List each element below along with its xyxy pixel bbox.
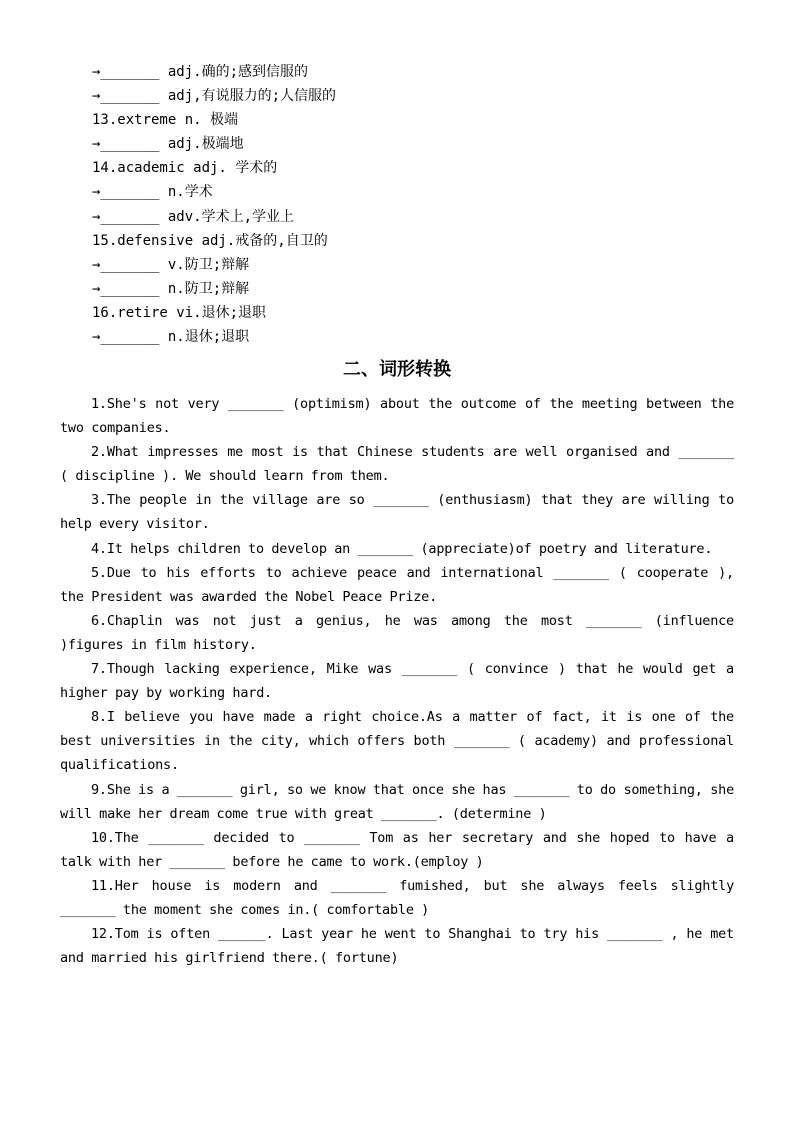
exercise-item: 4.It helps children to develop an _______ (appreciate)of poetry and literature. <box>91 540 713 557</box>
vocab-line: →_______ n.退休;退职 <box>92 329 250 346</box>
vocab-line: →_______ n.防卫;辩解 <box>92 280 250 297</box>
exercise-item: 10.The _______ decided to _______ Tom as her secretary and she hoped to have a talk with her _______ before he came to work.(employ ) <box>60 829 734 870</box>
vocab-line: →_______ adj.极端地 <box>92 136 244 153</box>
exercise-list <box>60 392 734 970</box>
vocab-line: →_______ n.学术 <box>92 184 213 201</box>
vocab-line: 15.defensive adj.戒备的,自卫的 <box>92 232 328 249</box>
exercise-item: 7.Though lacking experience, Mike was _______ ( convince ) that he would get a higher pay by working hard. <box>60 661 734 702</box>
exercise-item: 5.Due to his efforts to achieve peace and international _______ ( cooperate ), the President was awarded the Nobel Peace Prize. <box>60 564 734 605</box>
exercise-item: 3.The people in the village are so _______ (enthusiasm) that they are willing to help every visitor. <box>60 492 734 533</box>
vocab-line: 13.extreme n. 极端 <box>92 112 239 129</box>
exercise-item: 9.She is a _______ girl, so we know that once she has _______ to do something, she will make her dream come true with great _______. (determine ) <box>60 781 734 822</box>
exercise-item: 8.I believe you have made a right choice.As a matter of fact, it is one of the best universities in the city, which offers both _______ ( academy) and professional qualifications. <box>60 709 734 774</box>
exercise-item: 2.What impresses me most is that Chinese students are well organised and _______ ( discipline ). We should learn from them. <box>60 444 734 485</box>
vocab-line: →_______ v.防卫;辩解 <box>92 256 250 273</box>
vocab-line: →_______ adj.确的;感到信服的 <box>92 64 309 80</box>
section-title: 二、词形转换 <box>343 359 451 380</box>
exercise-item: 6.Chaplin was not just a genius, he was among the most _______ (influence )figures in film history. <box>60 612 734 653</box>
exercise-item: 11.Her house is modern and _______ fumished, but she always feels slightly _______ the moment she comes in.( comfortable ) <box>60 877 734 918</box>
exercise-item: 12.Tom is often ______. Last year he went to Shanghai to try his _______ , he met and married his girlfriend there.( fortune) <box>60 926 734 967</box>
vocabulary-list <box>92 60 336 349</box>
vocab-line: →_______ adv.学术上,学业上 <box>92 208 295 225</box>
vocab-line: 16.retire vi.退休;退职 <box>92 304 267 321</box>
vocab-line: 14.academic adj. 学术的 <box>92 160 278 177</box>
exercise-item: 1.She's not very _______ (optimism) about the outcome of the meeting between the two companies. <box>60 396 734 437</box>
vocab-line: →_______ adj,有说服力的;人信服的 <box>92 88 337 105</box>
